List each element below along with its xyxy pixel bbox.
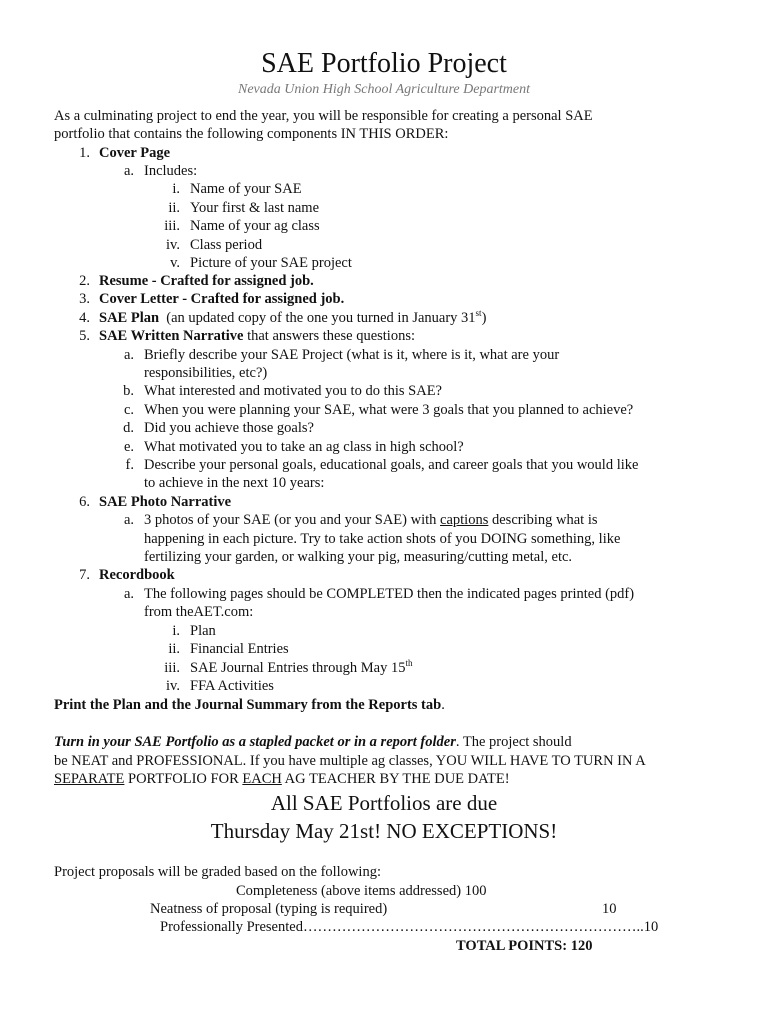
- subitem-marker: f.: [125, 457, 134, 473]
- subitem-text: Includes:: [144, 163, 198, 179]
- list-marker: iv.: [166, 237, 180, 253]
- list-item-text: SAE Journal Entries through May 15: [190, 660, 406, 676]
- item-text: (an updated copy of the one you turned in January 31: [159, 310, 476, 326]
- item-number: 4.: [79, 310, 90, 326]
- subitem-marker: d.: [123, 420, 134, 436]
- question-b: What interested and motivated you to do this SAE?: [144, 383, 442, 399]
- grading-row-professional: Professionally Presented……………………………………………………………..10: [160, 919, 659, 935]
- grading-row-neatness: Neatness of proposal (typing is required): [150, 901, 388, 917]
- item-number: 3.: [79, 291, 90, 307]
- page-title: SAE Portfolio Project: [261, 48, 507, 79]
- list-item: Class period: [190, 237, 263, 253]
- item-text: that answers these questions:: [243, 328, 416, 344]
- item-label: SAE Plan: [99, 310, 160, 326]
- question-d: Did you achieve those goals?: [144, 420, 314, 436]
- question-c: When you were planning your SAE, what were 3 goals that you planned to achieve?: [144, 402, 634, 418]
- subitem-marker: a.: [123, 347, 134, 363]
- underlined-text: EACH: [242, 771, 282, 787]
- item-number: 1.: [79, 145, 90, 161]
- photo-text-line-1: [144, 511, 598, 529]
- list-marker: iii.: [164, 660, 180, 676]
- turnin-emphasis: Turn in your SAE Portfolio as a stapled packet or in a report folder: [54, 734, 456, 750]
- print-instruction-text: Print the Plan and the Journal Summary from the Reports tab: [54, 697, 442, 713]
- total-points: TOTAL POINTS: 120: [456, 938, 593, 954]
- list-item: Name of your ag class: [190, 218, 320, 234]
- intro-line-1: As a culminating project to end the year, you will be responsible for creating a personal SAE: [54, 108, 593, 124]
- turnin-text: . The project should: [455, 734, 572, 750]
- item-label: SAE Written Narrative: [99, 328, 244, 344]
- grading-row-neatness-points: 10: [602, 901, 617, 917]
- grading-intro: Project proposals will be graded based on the following:: [54, 864, 381, 880]
- item-cover-page: Cover Page: [99, 145, 170, 161]
- underlined-text: captions: [440, 512, 489, 528]
- item-number: 5.: [79, 328, 90, 344]
- item-recordbook: Recordbook: [99, 567, 175, 583]
- superscript: st: [475, 308, 482, 319]
- turnin-line-2: be NEAT and PROFESSIONAL. If you have multiple ag classes, YOU WILL HAVE TO TURN IN A: [54, 753, 646, 769]
- subitem-marker: c.: [123, 402, 134, 418]
- subitem-marker: e.: [123, 439, 134, 455]
- list-marker: iv.: [166, 678, 180, 694]
- print-instruction-period: .: [441, 697, 445, 713]
- text-run: PORTFOLIO FOR: [124, 771, 243, 787]
- list-item: [190, 659, 412, 677]
- recordbook-text-line-1: The following pages should be COMPLETED then the indicated pages printed (pdf): [144, 586, 635, 602]
- item-cover-letter: Cover Letter - Crafted for assigned job.: [99, 291, 345, 307]
- underlined-text: SEPARATE: [54, 771, 125, 787]
- list-marker: ii.: [168, 200, 180, 216]
- list-marker: ii.: [168, 641, 180, 657]
- due-line-1: All SAE Portfolios are due: [270, 791, 498, 815]
- text-run: AG TEACHER BY THE DUE DATE!: [281, 771, 510, 787]
- text-run: 3 photos of your SAE (or you and your SAE) with: [144, 512, 441, 528]
- item-photo-narrative: SAE Photo Narrative: [99, 494, 232, 510]
- list-item: Name of your SAE: [190, 181, 302, 197]
- question-f-line-2: to achieve in the next 10 years:: [144, 475, 325, 491]
- question-f-line-1: Describe your personal goals, educational goals, and career goals that you would like: [144, 457, 639, 473]
- list-marker: i.: [172, 623, 180, 639]
- item-text-tail: ): [481, 310, 487, 326]
- page-subtitle: Nevada Union High School Agriculture Department: [237, 82, 531, 97]
- list-marker: i.: [172, 181, 180, 197]
- subitem-marker: a.: [123, 586, 134, 602]
- question-a-line-1: Briefly describe your SAE Project (what is it, where is it, what are your: [144, 347, 560, 363]
- list-item: FFA Activities: [190, 678, 274, 694]
- question-e: What motivated you to take an ag class in high school?: [144, 439, 464, 455]
- subitem-marker: b.: [123, 383, 134, 399]
- superscript: th: [405, 658, 413, 669]
- item-number: 6.: [79, 494, 90, 510]
- item-sae-plan: [99, 309, 486, 327]
- photo-text-line-2: happening in each picture. Try to take action shots of you DOING something, like: [144, 531, 621, 547]
- due-line-2: Thursday May 21st! NO EXCEPTIONS!: [210, 819, 558, 843]
- subitem-marker: a.: [123, 163, 134, 179]
- text-run: describing what is: [488, 512, 598, 528]
- item-number: 7.: [79, 567, 90, 583]
- question-a-line-2: responsibilities, etc?): [144, 365, 268, 381]
- turnin-line-1: [54, 733, 572, 751]
- list-item: Your first & last name: [190, 200, 320, 216]
- turnin-line-3: [54, 770, 510, 788]
- item-resume: Resume - Crafted for assigned job.: [99, 273, 314, 289]
- grading-row-completeness: Completeness (above items addressed) 100: [236, 883, 487, 899]
- list-marker: iii.: [164, 218, 180, 234]
- list-item: Plan: [190, 623, 216, 639]
- list-item: Financial Entries: [190, 641, 289, 657]
- intro-line-2: portfolio that contains the following components IN THIS ORDER:: [54, 126, 449, 142]
- subitem-marker: a.: [123, 512, 134, 528]
- list-item: Picture of your SAE project: [190, 255, 352, 271]
- item-written-narrative: [99, 327, 415, 345]
- recordbook-text-line-2: from theAET.com:: [144, 604, 254, 620]
- photo-text-line-3: fertilizing your garden, or walking your pig, measuring/cutting metal, etc.: [144, 549, 573, 565]
- print-instruction: [54, 696, 445, 714]
- list-marker: v.: [170, 255, 180, 271]
- item-number: 2.: [79, 273, 90, 289]
